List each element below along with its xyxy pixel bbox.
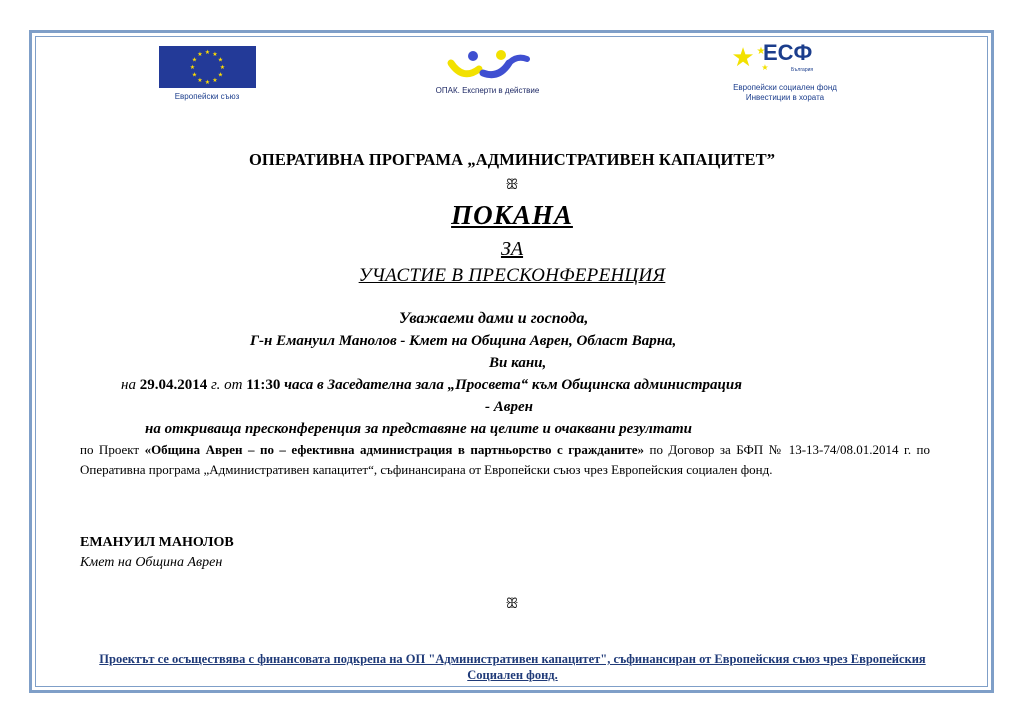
ornament-top: ꕥ (505, 178, 519, 193)
footer-note: Проектът се осъществява с финансовата подкрепа на ОП "Административен капацитет", съфинансиран от Европейския съюз чрез Европейския Социален фонд. (99, 652, 926, 682)
eu-caption: Европейски съюз (174, 92, 240, 101)
event-place: часа в Заседателна зала „Просвета“ към Общинска администрация (284, 377, 742, 393)
svg-text:★: ★ (204, 49, 210, 56)
program-heading: ОПЕРАТИВНА ПРОГРАМА „АДМИНИСТРАТИВЕН КАПАЦИТЕТ” (248, 150, 776, 169)
host-line: Г-н Емануил Манолов - Кмет на Община Аврен, Област Варна, (250, 333, 677, 349)
svg-text:★: ★ (217, 56, 223, 64)
opak-people-icon (443, 47, 533, 83)
event-tail: - Аврен (485, 399, 533, 415)
esf-mark: ЕСФ (763, 40, 813, 65)
invite-za: ЗА (500, 238, 524, 260)
eu-logo (155, 46, 259, 102)
project-post: по Договор за БФП № 13-13-74/08.01.2014 г. по Оперативна програма „Административен капацитет“, съфинансирана от Европейски съюз чрез Европейския социален фонд. (80, 442, 931, 477)
invite-title: ПОКАНА (451, 200, 573, 230)
svg-text:★: ★ (196, 51, 203, 58)
salutation: Уважаеми дами и господа, (399, 310, 589, 327)
project-pre: по Проект (80, 442, 140, 457)
svg-text:★: ★ (211, 51, 218, 58)
svg-text:★: ★ (189, 64, 195, 71)
invites-line: Ви кани, (489, 355, 547, 371)
svg-text:★: ★ (191, 71, 197, 79)
signature-name: ЕМАНУИЛ МАНОЛОВ (80, 535, 234, 550)
svg-text:★: ★ (191, 56, 197, 64)
event-pre: на (121, 377, 136, 393)
svg-text:★: ★ (731, 43, 755, 73)
svg-text:★: ★ (211, 77, 218, 84)
signature-title: Кмет на Община Аврен (80, 555, 223, 570)
opak-logo (410, 47, 565, 96)
svg-text:★: ★ (756, 46, 766, 57)
esf-logo (705, 40, 865, 103)
svg-text:★: ★ (204, 79, 210, 86)
invite-subject: УЧАСТИЕ В ПРЕСКОНФЕРЕНЦИЯ (358, 265, 666, 286)
svg-text:★: ★ (217, 71, 223, 79)
esf-caption-line1: Европейски социален фонд (733, 83, 837, 92)
event-mid1: г. от (210, 377, 243, 393)
event-time: 11:30 (246, 377, 281, 393)
purpose-line: на откриваща пресконференция за представяне на целите и очаквани резултати (145, 421, 693, 437)
eu-flag-icon (159, 46, 256, 88)
ornament-bottom: ꕥ (505, 597, 519, 612)
esf-caption-line2: Инвестиции в хората (745, 93, 825, 102)
svg-text:★: ★ (196, 77, 203, 84)
svg-text:★: ★ (219, 64, 225, 71)
opak-caption: ОПАК. Експерти в действие (435, 86, 540, 95)
event-line (121, 374, 742, 396)
project-paragraph (80, 440, 930, 480)
svg-text:★: ★ (761, 63, 769, 72)
event-date: 29.04.2014 (139, 377, 208, 393)
project-name: «Община Аврен – по – ефективна администрация в партньорство с гражданите» (144, 442, 644, 457)
esf-country: България (791, 67, 814, 73)
